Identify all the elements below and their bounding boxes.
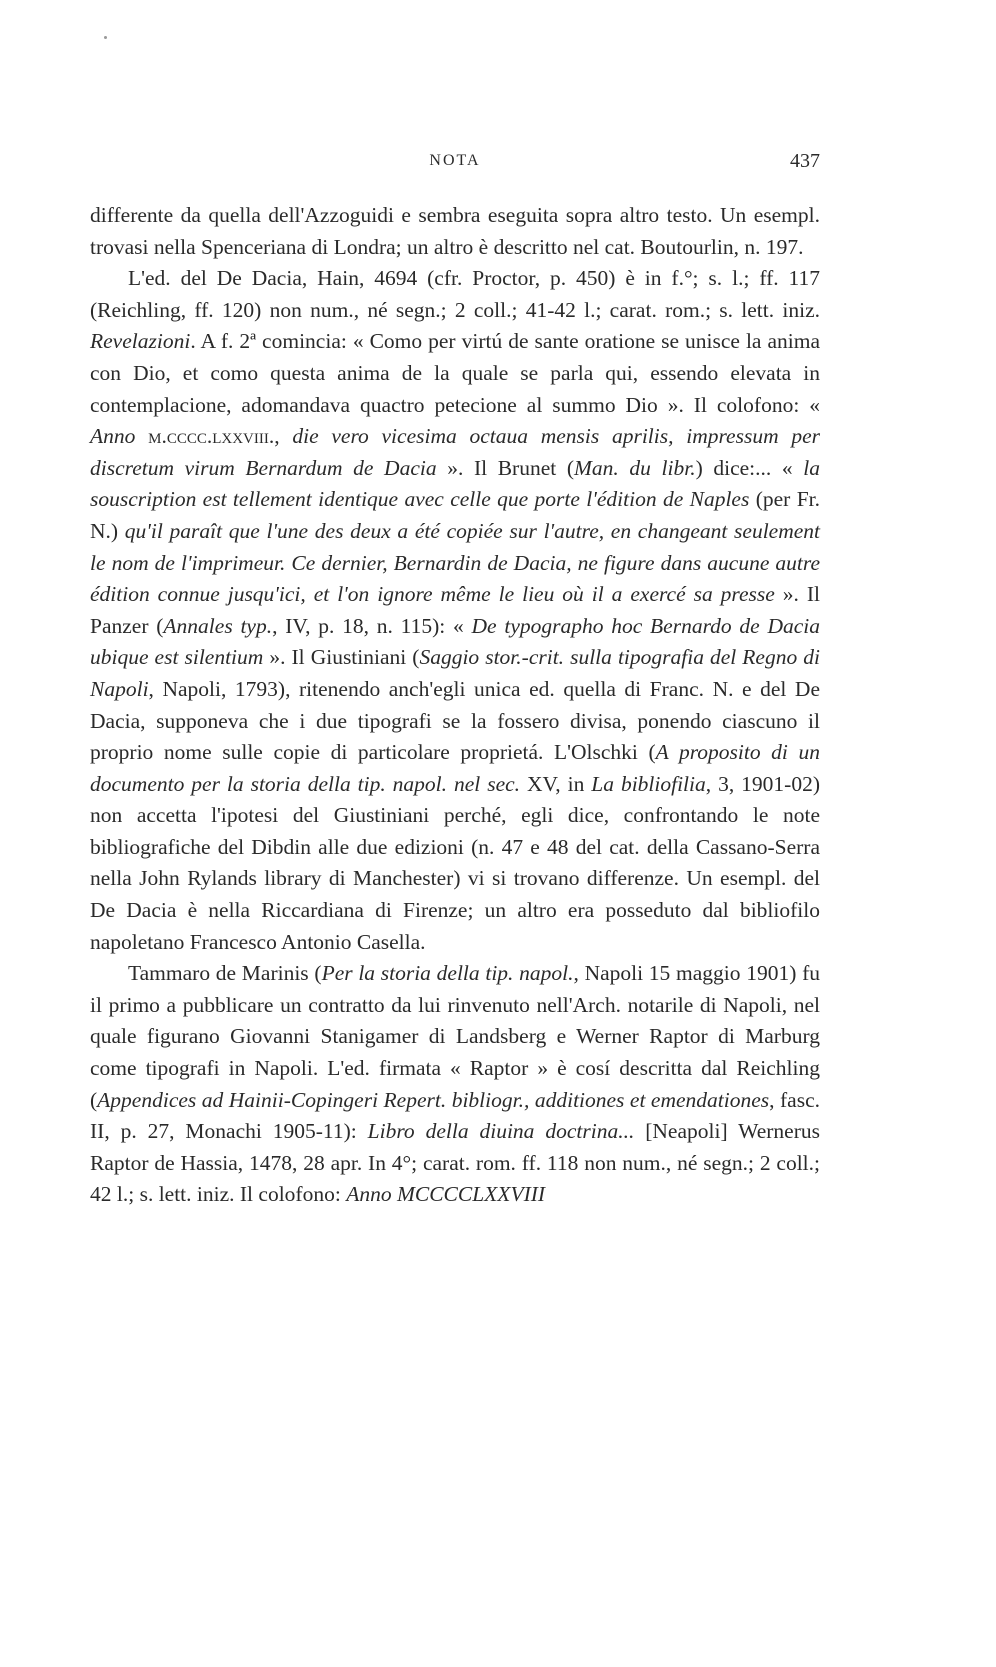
paper-speck [104,36,107,39]
italic-text: De typographo hoc Bernardo de Dacia ubique est silentium [90,613,820,670]
text-run: . A f. 2ª comincia: « Como per virtú de sante oratione se unisce la anima con Dio, et como questa anima de la quale se parla qui, essendo elevata in contemplacione, adomandava quactro petecione al summo Dio ». Il colofono: « [90,329,820,417]
text-run: , Napoli, 1793), ritenendo anch'egli unica ed. quella di Franc. N. e del De Dacia, supponeva che i due tipografi se la fossero divisa, ponendo ciascuno il proprio nome sulle copie di particolare proprietá. L'Olschki ( [90,676,820,765]
italic-text: Revelazioni [90,329,191,354]
paragraph [90,263,820,958]
italic-text: Per la storia della tip. napol. [321,961,574,986]
text-run: ) dice:... « [695,455,804,480]
italic-text: la souscription est tellement identique avec celle que porte l'édition de Naples [90,455,820,512]
paragraph [90,200,820,263]
page-number: 437 [790,150,820,172]
italic-text: Saggio stor.-crit. sulla tipografia del Regno di Napoli [90,645,820,701]
text-run: (per Fr. N.) [90,487,820,543]
italic-text: Anno [90,424,149,449]
text-run: [Neapoli] Wernerus Raptor de Hassia, 1478, 28 apr. In 4°; carat. rom. ff. 118 non num., né segn.; 2 coll.; 42 l.; s. lett. iniz. Il colofono: [90,1119,820,1207]
italic-text: La bibliofilia [591,771,706,796]
smallcaps-text: m.cccc.lxxviii. [148,424,275,449]
italic-text: Libro della diuina doctrina... [367,1119,635,1144]
text-run: ». Il Panzer ( [90,582,821,638]
italic-text: Appendices ad Hainii-Copingeri Repert. bibliogr., additiones et emendationes [97,1087,770,1112]
paragraph [90,958,820,1211]
italic-text: A proposito di un documento per la storia della tip. napol. nel sec. [90,740,820,796]
text-run: , [274,424,293,449]
text-run: , IV, p. 18, n. 115): « [272,613,472,638]
body-text [90,200,820,1211]
text-run: XV, in [520,771,592,796]
text-run: differente da quella dell'Azzoguidi e sembra eseguita sopra altro testo. Un esempl. trovasi nella Spenceriana di Londra; un altro è descritto nel cat. Boutourlin, n. 197. [90,203,820,259]
italic-text: Anno MCCCCLXXVIII [346,1182,546,1207]
text-run: ». Il Giustiniani ( [263,645,420,670]
text-run: , 3, 1901-02) non accetta l'ipotesi del Giustiniani perché, egli dice, confrontando le note bibliografiche del Dibdin alle due edizioni (n. 47 e 48 del cat. della Cassano-Serra nella John Rylands library di Manchester) vi si trovano differenze. Un esempl. del De Dacia è nella Riccardiana di Firenze; un altro era posseduto dal bibliofilo napoletano Francesco Antonio Casella. [90,771,820,954]
text-run: Tammaro de Marinis ( [128,961,322,986]
text-run: ». Il Brunet ( [436,455,575,480]
italic-text: die vero vicesima octaua mensis aprilis, impressum per discretum virum Bernardum de Dacia [90,424,820,480]
italic-text: Annales typ. [163,613,273,638]
italic-text: Man. du libr. [574,455,696,480]
text-run: , fasc. II, p. 27, Monachi 1905-11): [90,1087,820,1144]
running-title: NOTA [429,152,481,169]
text-run: L'ed. del De Dacia, Hain, 4694 (cfr. Proctor, p. 450) è in f.°; s. l.; ff. 117 (Reichling, ff. 120) non num., né segn.; 2 coll.; 41-42 l.; carat. rom.; s. lett. iniz. [90,266,820,322]
italic-text: qu'il paraît que l'une des deux a été copiée sur l'autre, en changeant seulement le nom de l'imprimeur. Ce dernier, Bernardin de Dacia, ne figure dans aucune autre édition connue jusqu'ici, et l'on ignore même le lieu où il a exercé sa presse [90,518,821,607]
running-head [90,150,820,184]
text-run: , Napoli 15 maggio 1901) fu il primo a pubblicare un contratto da lui rinvenuto nell'Arch. notarile di Napoli, nel quale figurano Giovanni Stanigamer di Landsberg e Werner Raptor di Marburg come tipografi in Napoli. L'ed. firmata « Raptor » è cosí descritta dal Reichling ( [90,961,820,1112]
